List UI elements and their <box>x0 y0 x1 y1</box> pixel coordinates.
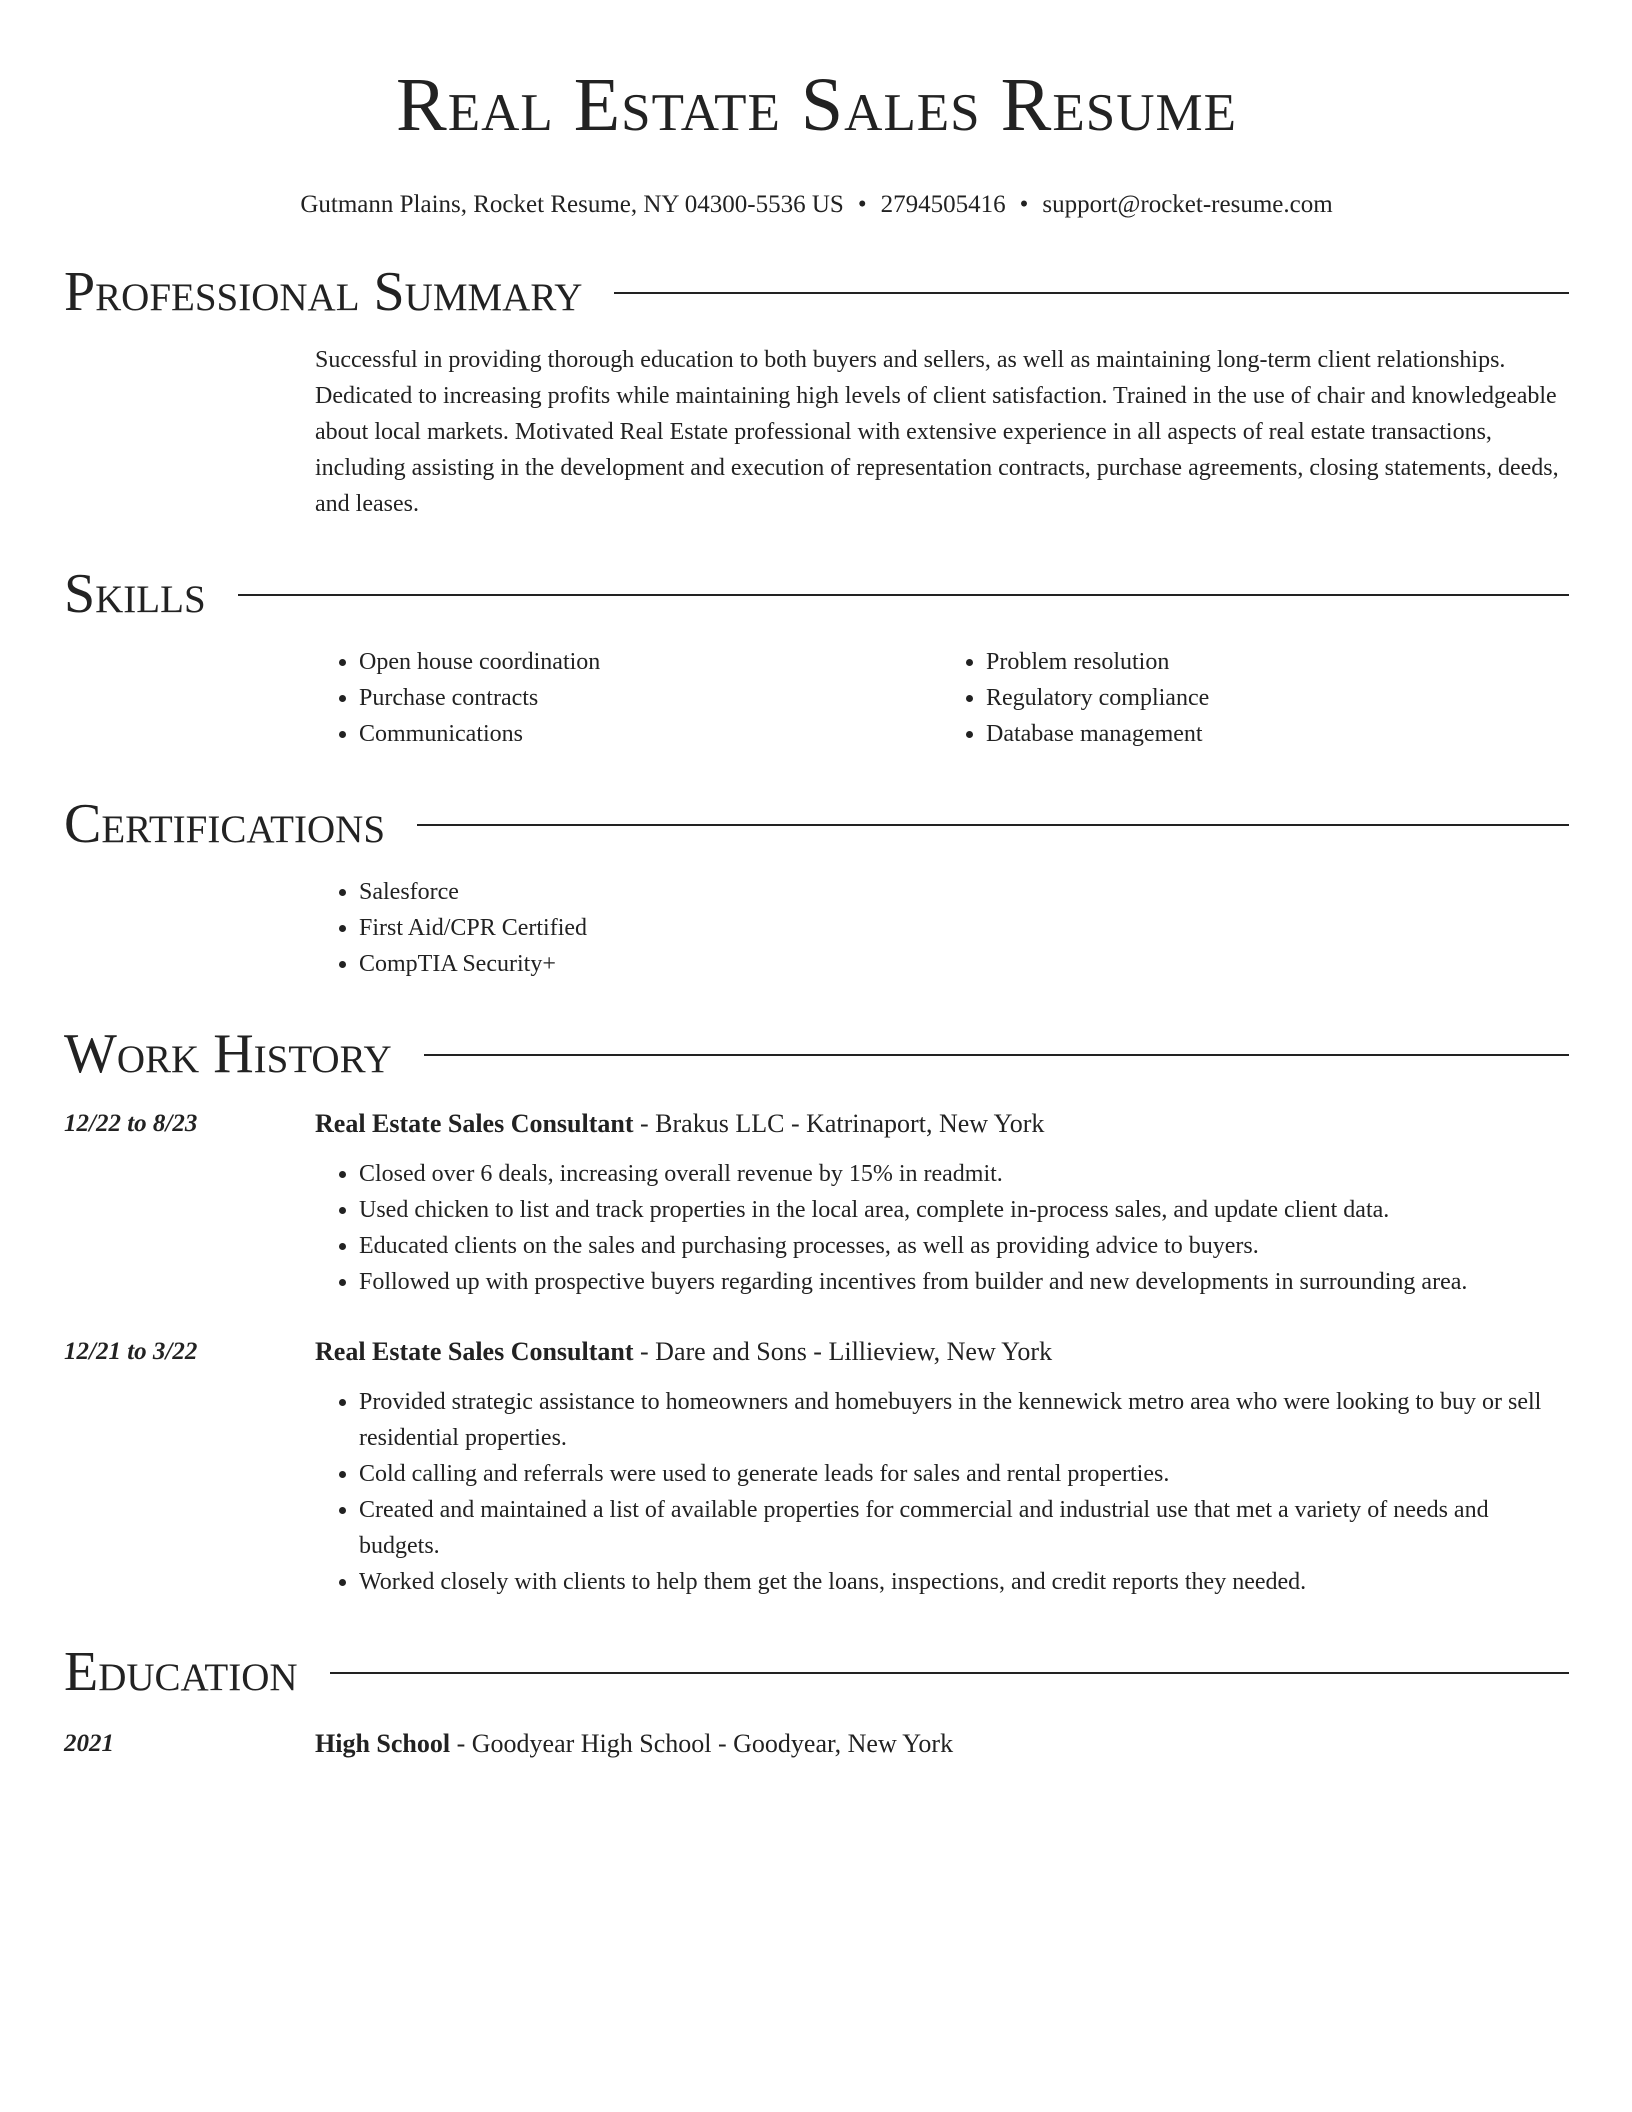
skills-list <box>315 644 1569 752</box>
skill-item: • Purchase contracts <box>359 680 942 716</box>
skill-item: • Regulatory compliance <box>986 680 1569 716</box>
job-employer: - Dare and Sons - Lillieview, New York <box>633 1337 1053 1366</box>
contact-email[interactable]: support@rocket-resume.com <box>1042 191 1333 218</box>
job-entry <box>64 1334 1569 1600</box>
section-header-education <box>64 1640 1569 1704</box>
section-header-summary <box>64 260 1569 324</box>
job-dates: 12/22 to 8/23 <box>64 1110 198 1137</box>
job-bullet: • Provided strategic assistance to homeowners and homebuyers in the kennewick metro area who were looking to buy or sell residential properties. <box>359 1384 1569 1456</box>
resume-title: Real Estate Sales Resume <box>396 63 1237 147</box>
job-bullets <box>315 1156 1569 1300</box>
contact-phone: 2794505416 <box>880 191 1006 218</box>
skill-item: • Database management <box>986 716 1569 752</box>
contact-separator: • <box>1019 191 1029 218</box>
education-heading <box>315 1726 1569 1762</box>
section-divider <box>424 1054 1569 1056</box>
job-heading <box>315 1334 1569 1370</box>
job-bullet: • Worked closely with clients to help them get the loans, inspections, and credit reports they needed. <box>359 1564 1569 1600</box>
certification-item: • CompTIA Security+ <box>359 946 1569 982</box>
section-title-work-history: Work History <box>64 1023 392 1085</box>
job-entry <box>64 1106 1569 1300</box>
education-entry <box>64 1726 1569 1762</box>
skill-item: • Problem resolution <box>986 644 1569 680</box>
contact-address: Gutmann Plains, Rocket Resume, NY 04300-5536 US <box>300 191 844 218</box>
job-bullet: • Followed up with prospective buyers regarding incentives from builder and new developments in surrounding area. <box>359 1264 1569 1300</box>
job-bullet: • Educated clients on the sales and purchasing processes, as well as providing advice to buyers. <box>359 1228 1569 1264</box>
certification-item: • Salesforce <box>359 874 1569 910</box>
section-divider <box>614 292 1569 294</box>
section-title-certifications: Certifications <box>64 793 386 855</box>
job-heading <box>315 1106 1569 1142</box>
certifications-list <box>315 874 1569 982</box>
summary-text: Successful in providing thorough education to both buyers and sellers, as well as maintaining long-term client relationships. Dedicated to increasing profits while maintaining high levels of client satisfaction. Trained in the use of chair and knowledgeable about local markets. Motivated Real Estate professional with extensive experience in all aspects of real estate transactions, including assisting in the development and execution of representation contracts, purchase agreements, closing statements, deeds, and leases. <box>315 347 1559 517</box>
section-divider <box>417 824 1569 826</box>
education-school: - Goodyear High School - Goodyear, New York <box>450 1729 954 1758</box>
job-title: Real Estate Sales Consultant <box>315 1109 634 1138</box>
job-employer: - Brakus LLC - Katrinaport, New York <box>633 1109 1045 1138</box>
section-divider <box>238 594 1569 596</box>
section-title-skills: Skills <box>64 563 206 625</box>
job-dates: 12/21 to 3/22 <box>64 1338 198 1365</box>
job-bullet: • Closed over 6 deals, increasing overall revenue by 15% in readmit. <box>359 1156 1569 1192</box>
education-year: 2021 <box>64 1730 114 1757</box>
contact-separator: • <box>857 191 867 218</box>
section-title-education: Education <box>64 1641 298 1703</box>
certification-item: • First Aid/CPR Certified <box>359 910 1569 946</box>
contact-line <box>64 190 1569 220</box>
section-header-work-history <box>64 1022 1569 1086</box>
section-header-skills <box>64 562 1569 626</box>
job-bullet: • Created and maintained a list of available properties for commercial and industrial use that met a variety of needs and budgets. <box>359 1492 1569 1564</box>
skills-column-left <box>315 644 942 752</box>
section-header-certifications <box>64 792 1569 856</box>
skills-column-right <box>942 644 1569 752</box>
skill-item: • Open house coordination <box>359 644 942 680</box>
job-title: Real Estate Sales Consultant <box>315 1337 634 1366</box>
job-bullet: • Used chicken to list and track properties in the local area, complete in-process sales, and update client data. <box>359 1192 1569 1228</box>
job-bullet: • Cold calling and referrals were used to generate leads for sales and rental properties. <box>359 1456 1569 1492</box>
section-divider <box>330 1672 1569 1674</box>
job-bullets <box>315 1384 1569 1600</box>
education-degree: High School <box>315 1729 451 1758</box>
section-title-summary: Professional Summary <box>64 261 583 323</box>
skill-item: • Communications <box>359 716 942 752</box>
